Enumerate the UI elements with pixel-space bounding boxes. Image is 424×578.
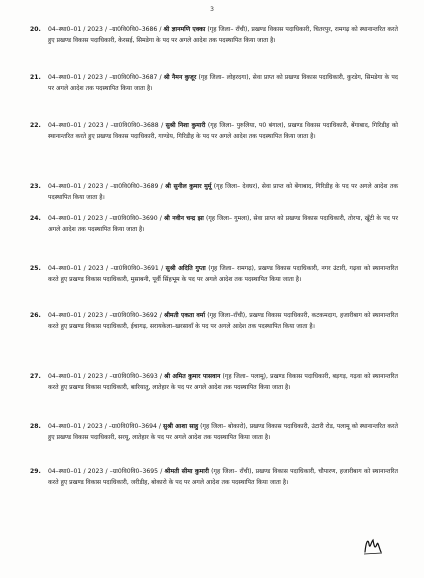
officer-name: श्री सुनील कुमार मुर्मू xyxy=(165,183,212,190)
handwritten-signature xyxy=(362,532,384,556)
order-entry xyxy=(30,24,398,46)
entry-text: (गृह जिला– गुमला), सेवा प्राप्त को प्रखण्ड विकास पदाधिकारी, तोरपा, खूँटी के पद पर अगले आदेश तक पदस्थापित किया जाता है। xyxy=(48,215,398,234)
entry-number: 25. xyxy=(30,265,41,272)
officer-name: श्रीमती सीमा कुमारी xyxy=(164,468,209,475)
order-entry xyxy=(30,213,398,235)
entry-text: (गृह जिला– पुरुलिया, प0 बंगाल), प्रखण्ड विकास पदाधिकारी, बेंगाबाद, गिरिडीह को स्थानान्तरित करते हुए प्रखण्ड विकास पदाधिकारी, गाण्डेय, गिरिडीह के पद पर अगले आदेश तक पदस्थापित किया जाता है। xyxy=(48,122,399,141)
officer-name: श्री नैमन कुजूर xyxy=(163,74,197,81)
entry-number: 23. xyxy=(30,183,41,190)
order-reference: 04–स्था0–01 / 2023 / –ग्रा0वि0वि0–3688 / xyxy=(48,122,164,129)
page-number: 3 xyxy=(210,6,214,13)
order-entry xyxy=(30,72,398,94)
order-reference: 04–स्था0–01 / 2023 / –ग्रा0वि0वि0–3694 / xyxy=(48,423,161,430)
entry-text: (गृह जिला– राँची), प्रखण्ड विकास पदाधिकारी, चौपारण, हजारीबाग को स्थानान्तरित करते हुए प्रखण्ड विकास पदाधिकारी, जरीडीह, बोकारो के पद पर अगले आदेश तक पदस्थापित किया जाता है। xyxy=(48,468,398,487)
order-entry xyxy=(30,263,398,285)
order-entry xyxy=(30,120,398,142)
entry-number: 24. xyxy=(30,215,41,222)
order-reference: 04–स्था0–01 / 2023 / –ग्रा0वि0वि0–3690 / xyxy=(48,215,162,222)
officer-name: सुश्री अदिति गुप्ता xyxy=(165,265,206,272)
order-reference: 04–स्था0–01 / 2023 / –ग्रा0वि0वि0–3691 / xyxy=(48,265,164,272)
officer-name: श्रीमती एकता वर्मा xyxy=(164,312,206,319)
officer-name: सुश्री आशा साहु xyxy=(162,423,199,430)
entry-text: (गृह जिला– पलामू), प्रखण्ड विकास पदाधिकारी, बड़गड़, गढ़वा को स्थानान्तरित करते हुए प्रखण्ड विकास पदाधिकारी, बारियातु, लातेहार के पद पर अगले आदेश तक पदस्थापित किया जाता है। xyxy=(48,373,399,392)
order-reference: 04–स्था0–01 / 2023 / –ग्रा0वि0वि0–3689 / xyxy=(48,183,163,190)
officer-name: सुश्री निशा कुमारी xyxy=(165,122,206,129)
entry-text: (गृह जिला– रामगढ़), प्रखण्ड विकास पदाधिकारी, नगर उंटारी, गढ़वा को स्थानान्तरित करते हुए प्रखण्ड विकास पदाधिकारी, मुसाबनी, पूर्वी सिंहभूम के पद पर अगले आदेश तक पदस्थापित किया जाता है। xyxy=(48,265,399,284)
entry-number: 27. xyxy=(30,373,41,380)
entry-text: (गृह जिला– राँची), प्रखण्ड विकास पदाधिकारी, चितरपुर, रामगढ़ को स्थानान्तरित करते हुए प्रखण्ड विकास पदाधिकारी, केरसई, सिमडेगा के पद पर अगले आदेश तक पदस्थापित किया जाता है। xyxy=(48,26,399,45)
entry-number: 22. xyxy=(30,122,41,129)
entry-number: 29. xyxy=(30,468,41,475)
entry-number: 20. xyxy=(30,26,41,33)
entry-text: (गृह जिला– लोहरदगा), सेवा प्राप्त को प्रखण्ड विकास पदाधिकारी, कुरडेग, सिमडेगा के पद पर अगले आदेश तक पदस्थापित किया जाता है। xyxy=(48,74,399,93)
entry-text: (गृह जिला–राँची), प्रखण्ड विकास पदाधिकारी, कटकमदाग, हजारीबाग को स्थानान्तरित करते हुए प्रखण्ड विकास पदाधिकारी, ईचागढ़, सरायकेला–खरसावाँ के पद पर अगले आदेश तक पदस्थापित किया जाता है। xyxy=(48,312,399,331)
officer-name: श्री नवीन चन्द्र झा xyxy=(163,215,204,222)
order-entry xyxy=(30,466,398,488)
entry-number: 21. xyxy=(30,74,41,81)
order-reference: 04–स्था0–01 / 2023 / –ग्रा0वि0वि0–3686 / xyxy=(48,26,162,33)
entry-number: 26. xyxy=(30,312,41,319)
order-entry xyxy=(30,371,398,393)
order-entry xyxy=(30,181,398,203)
officer-name: श्री अमित कुमार पासवान xyxy=(164,373,221,380)
entry-text: (गृह जिला– देवघर), सेवा प्राप्त को बेंगाबाद, गिरिडीह के पद पर अगले आदेश तक पदस्थापित किया जाता है। xyxy=(48,183,399,202)
order-reference: 04–स्था0–01 / 2023 / –ग्रा0वि0वि0–3692 / xyxy=(48,312,162,319)
order-reference: 04–स्था0–01 / 2023 / –ग्रा0वि0वि0–3687 / xyxy=(48,74,162,81)
entry-text: (गृह जिला– बोकारो), प्रखण्ड विकास पदाधिकारी, उंटारी रोड, पलामू को स्थानान्तरित करते हुए प्रखण्ड विकास पदाधिकारी, सरयू, लातेहार के पद पर अगले आदेश तक पदस्थापित किया जाता है। xyxy=(48,423,399,442)
order-reference: 04–स्था0–01 / 2023 / –ग्रा0वि0वि0–3695 / xyxy=(48,468,163,475)
order-entry xyxy=(30,310,398,332)
order-entry xyxy=(30,421,398,443)
officer-name: श्री ज्ञानमणि एक्का xyxy=(163,26,206,33)
order-reference: 04–स्था0–01 / 2023 / –ग्रा0वि0वि0–3693 / xyxy=(48,373,162,380)
entry-number: 28. xyxy=(30,423,41,430)
